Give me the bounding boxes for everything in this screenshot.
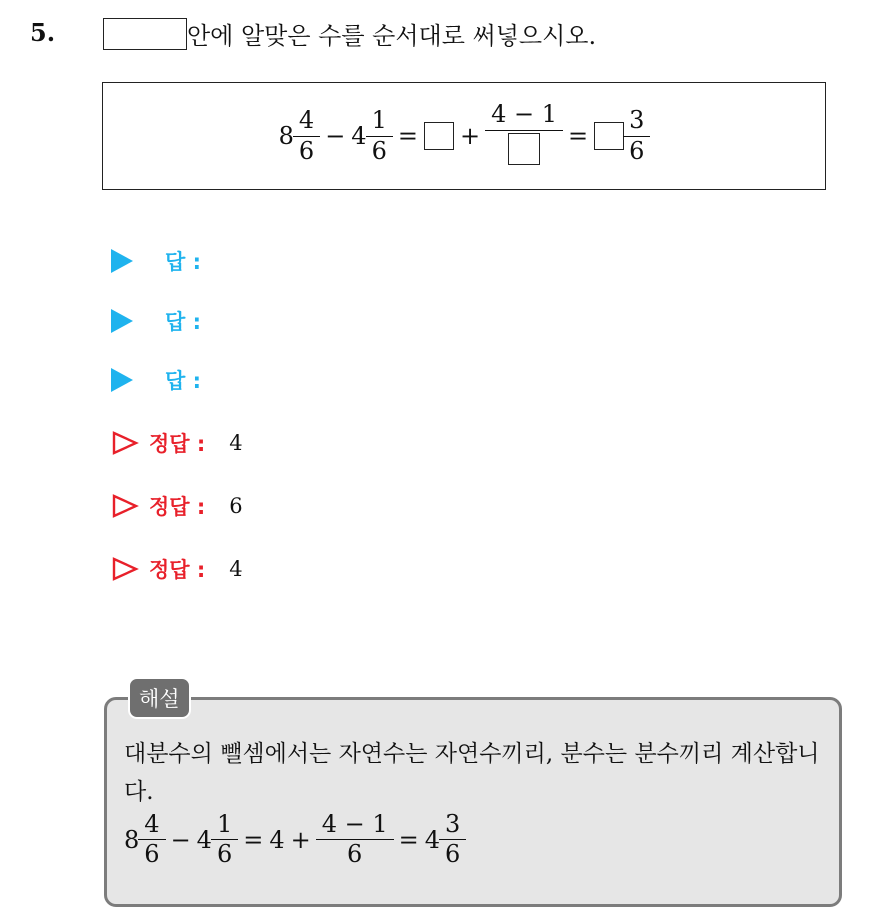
equals-sign-2: =: [567, 122, 589, 150]
middle-fraction: [488, 102, 560, 169]
equation: [279, 102, 650, 169]
sol-denominator-1: 6: [138, 839, 165, 867]
sol-plus: +: [290, 825, 311, 854]
answer-prompt-2: [111, 306, 201, 336]
equation-box: [102, 82, 826, 190]
answer-blank-2: [508, 133, 540, 165]
sol-fraction-1: [141, 812, 162, 867]
correct-answer-3: [111, 554, 243, 584]
result-fraction: [626, 108, 647, 163]
correct-answer-value: 4: [229, 431, 243, 455]
sol-numerator-1: 4: [144, 810, 160, 838]
result-denominator: 6: [623, 136, 650, 164]
sol-middle-fraction: [319, 812, 391, 867]
term2-whole: 4: [351, 122, 367, 150]
correct-answer-value: 4: [229, 557, 243, 581]
sol-numerator-2: 1: [216, 810, 233, 838]
sol-middle-numerator: 4 − 1: [321, 810, 388, 838]
sol-denominator-2: 6: [211, 839, 238, 867]
term1-numerator: 4: [298, 106, 315, 135]
term2-numerator: 1: [371, 106, 387, 135]
sol-whole-2: 4: [196, 825, 212, 854]
answer-prompt-3: [111, 365, 201, 395]
correct-answer-label: 정답 :: [149, 432, 206, 456]
sol-result-denominator: 6: [439, 839, 466, 867]
middle-numerator: 4 − 1: [491, 100, 557, 129]
correct-answer-2: [111, 491, 243, 521]
middle-denominator: [485, 130, 563, 170]
outline-triangle-icon: [111, 556, 139, 582]
term1-fraction: [296, 108, 317, 163]
answer-prompt-label: 답 :: [165, 250, 201, 274]
filled-triangle-icon: [111, 368, 133, 392]
sol-fraction-2: [214, 812, 235, 867]
term2-denominator: 6: [366, 136, 393, 164]
plus-sign: +: [459, 122, 481, 150]
filled-triangle-icon: [111, 309, 133, 333]
filled-triangle-icon: [111, 249, 133, 273]
equals-sign-1: =: [397, 122, 418, 150]
sol-equals-2: =: [398, 825, 419, 854]
sol-whole-1: 8: [124, 825, 140, 854]
answer-prompt-label: 답 :: [165, 310, 201, 334]
sol-minus: −: [170, 825, 191, 854]
outline-triangle-icon: [111, 430, 139, 456]
solution-equation: [124, 812, 465, 867]
answer-prompt-label: 답 :: [165, 369, 201, 393]
correct-answer-1: [111, 428, 243, 458]
solution-tag: 해설: [128, 677, 191, 719]
instruction-blank-box: [103, 18, 187, 50]
answer-blank-3: [594, 122, 624, 150]
sol-result-whole: 4: [424, 825, 441, 854]
sol-middle-denominator: 6: [316, 839, 394, 867]
correct-answer-value: 6: [229, 494, 243, 518]
question-number: 5.: [30, 18, 56, 47]
sol-equals-1: =: [243, 825, 264, 854]
term2-fraction: [369, 108, 390, 163]
sol-result-fraction: [442, 812, 463, 867]
answer-prompt-1: [111, 246, 201, 276]
sol-middle-whole: 4: [269, 825, 285, 854]
solution-text: 대분수의 뺄셈에서는 자연수는 자연수끼리, 분수는 분수끼리 계산합니다.: [124, 741, 820, 805]
term1-denominator: 6: [293, 136, 320, 164]
sol-result-numerator: 3: [445, 810, 461, 838]
correct-answer-label: 정답 :: [149, 558, 206, 582]
correct-answer-label: 정답 :: [149, 495, 206, 519]
result-numerator: 3: [629, 106, 645, 135]
minus-sign: −: [325, 122, 346, 150]
outline-triangle-icon: [111, 493, 139, 519]
term1-whole: 8: [278, 122, 294, 150]
answer-blank-1: [424, 122, 454, 150]
question-instruction: 안에 알맞은 수를 순서대로 써넣으시오.: [187, 22, 597, 50]
question-instruction-line: [103, 16, 596, 51]
